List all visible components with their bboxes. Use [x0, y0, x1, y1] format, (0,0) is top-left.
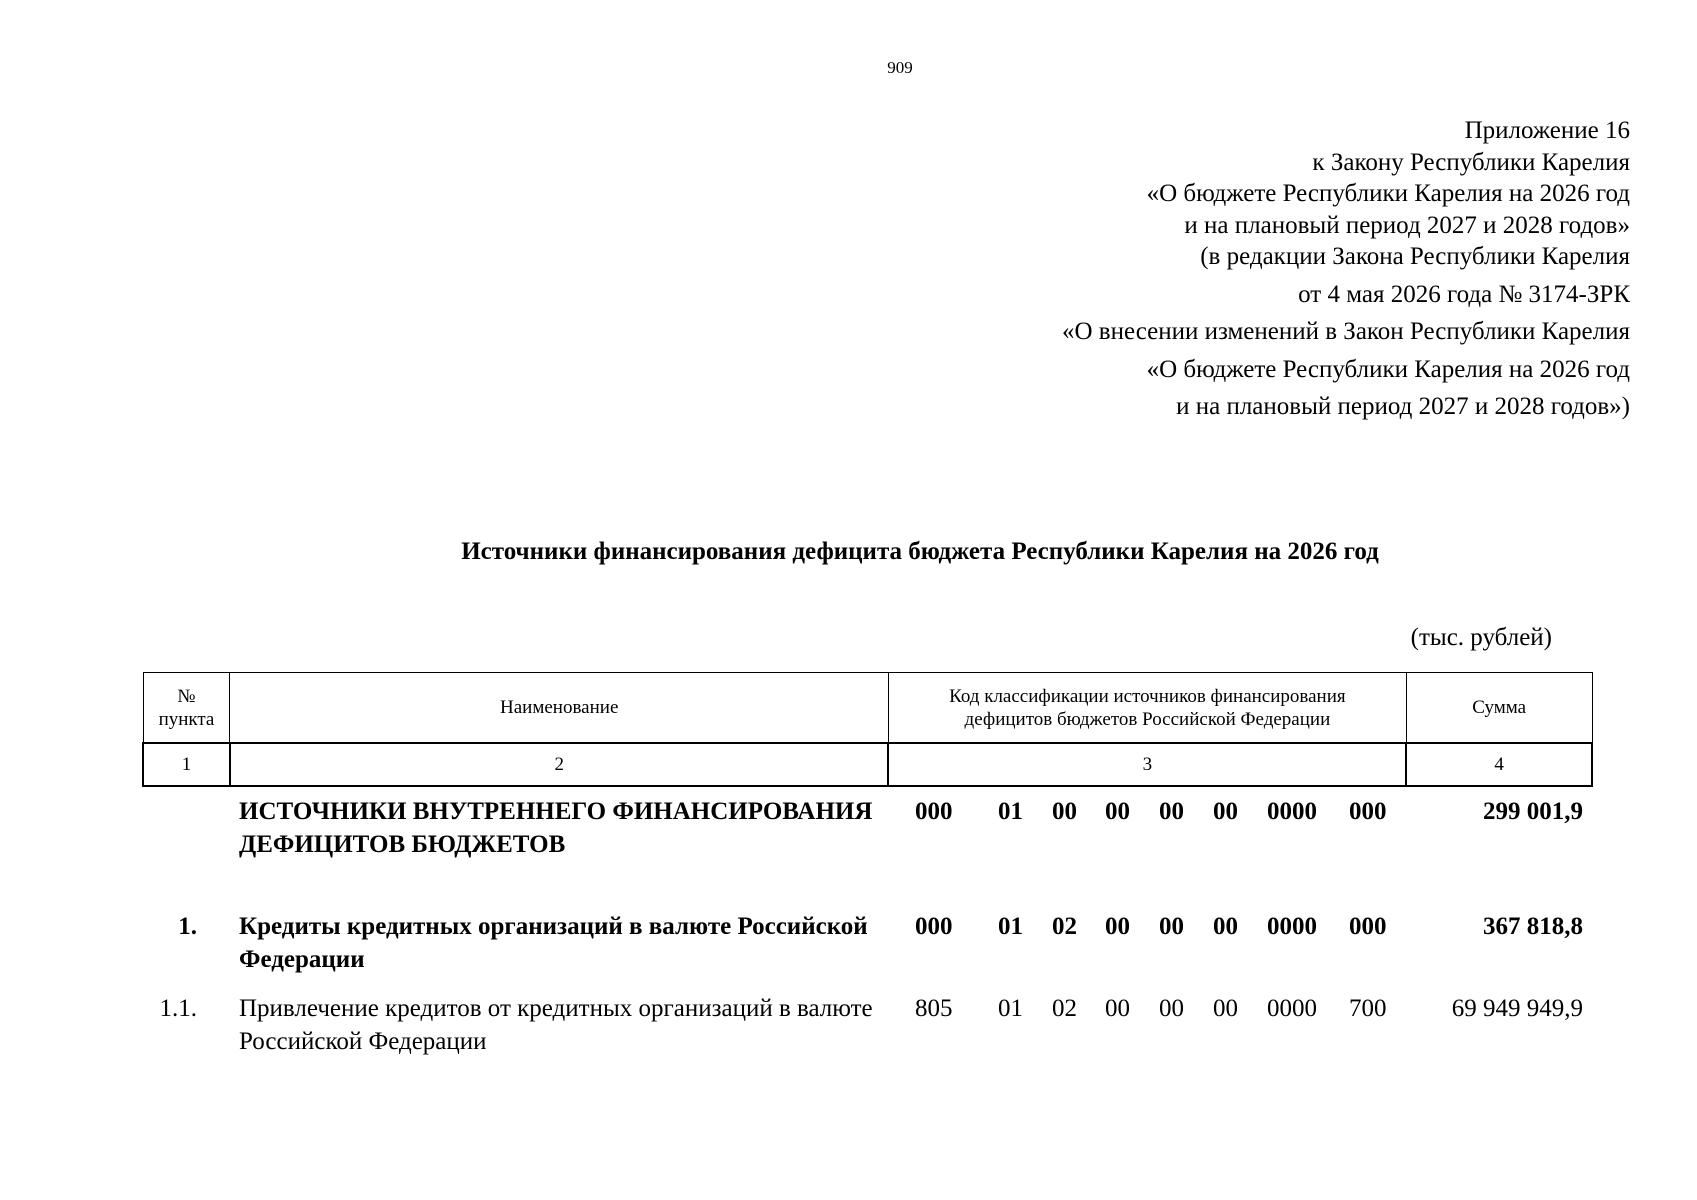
code-part: 000: [915, 798, 953, 825]
code-part: 01: [998, 798, 1023, 825]
code-part: 00: [1159, 913, 1184, 940]
code-part: 000: [1349, 798, 1387, 825]
row-name: ИСТОЧНИКИ ВНУТРЕННЕГО ФИНАНСИРОВАНИЯ ДЕФИЦИТОВ БЮДЖЕТОВ: [239, 798, 873, 858]
header-sum: Сумма: [1406, 673, 1592, 744]
code-part: 01: [998, 995, 1023, 1022]
code-part: 00: [1105, 798, 1130, 825]
appendix-line: к Закону Республики Карелия: [1312, 148, 1630, 176]
code-part: 00: [1052, 798, 1077, 825]
code-part: 00: [1159, 995, 1184, 1022]
row-name: Кредиты кредитных организаций в валюте Российской Федерации: [239, 913, 868, 973]
row-sum: 299 001,9: [1483, 798, 1583, 825]
header-number: № пункта: [143, 673, 230, 744]
code-part: 00: [1105, 995, 1130, 1022]
code-part: 0000: [1267, 995, 1317, 1022]
row-sum: 367 818,8: [1483, 913, 1583, 940]
code-part: 00: [1159, 798, 1184, 825]
appendix-line: (в редакции Закона Республики Карелия: [1200, 243, 1630, 270]
appendix-line: Приложение 16: [1464, 117, 1630, 144]
column-number: 4: [1406, 743, 1592, 786]
code-part: 02: [1052, 995, 1077, 1022]
table-row: [142, 795, 1593, 910]
code-part: 700: [1349, 995, 1387, 1022]
code-part: 02: [1052, 913, 1077, 940]
column-number: 1: [143, 743, 230, 786]
document-title: Источники финансирования дефицита бюджета Республики Карелия на 2026 год: [461, 538, 1379, 565]
appendix-line: и на плановый период 2027 и 2028 годов»): [1176, 393, 1630, 420]
code-part: 0000: [1267, 913, 1317, 940]
column-numbers-row: [143, 743, 1592, 786]
code-part: 000: [1349, 913, 1387, 940]
column-number: 2: [230, 743, 889, 786]
code-part: 00: [1213, 913, 1238, 940]
code-part: 805: [915, 995, 953, 1022]
table-header: [142, 672, 1593, 787]
row-sum: 69 949 949,9: [1451, 995, 1583, 1022]
code-part: 0000: [1267, 798, 1317, 825]
appendix-line: «О бюджете Республики Карелия на 2026 год: [1146, 355, 1630, 383]
code-part: 00: [1213, 995, 1238, 1022]
appendix-line: от 4 мая 2026 года № 3174-ЗРК: [1298, 280, 1630, 308]
row-number: 1.1.: [159, 995, 197, 1022]
code-part: 01: [998, 913, 1023, 940]
header-row: [143, 673, 1592, 744]
units-label: (тыс. рублей): [1410, 624, 1552, 651]
table-row: [142, 992, 1593, 1062]
row-number: 1.: [178, 913, 197, 940]
appendix-line: и на плановый период 2027 и 2028 годов»: [1184, 211, 1630, 239]
appendix-line: «О внесении изменений в Закон Республики Карелия: [1061, 318, 1630, 345]
table-row: [142, 910, 1593, 992]
code-part: 00: [1105, 913, 1130, 940]
page-number: 909: [887, 58, 913, 77]
appendix-block: [1062, 115, 1630, 423]
code-part: 00: [1213, 798, 1238, 825]
appendix-line: «О бюджете Республики Карелия на 2026 год: [1146, 180, 1630, 207]
column-number: 3: [888, 743, 1406, 786]
row-name: Привлечение кредитов от кредитных организаций в валюте Российской Федерации: [239, 995, 873, 1055]
header-code: Код классификации источников финансирования дефицитов бюджетов Российской Федерации: [888, 673, 1406, 744]
table-body: [142, 795, 1593, 1062]
header-name: Наименование: [230, 673, 889, 744]
code-part: 000: [915, 913, 953, 940]
